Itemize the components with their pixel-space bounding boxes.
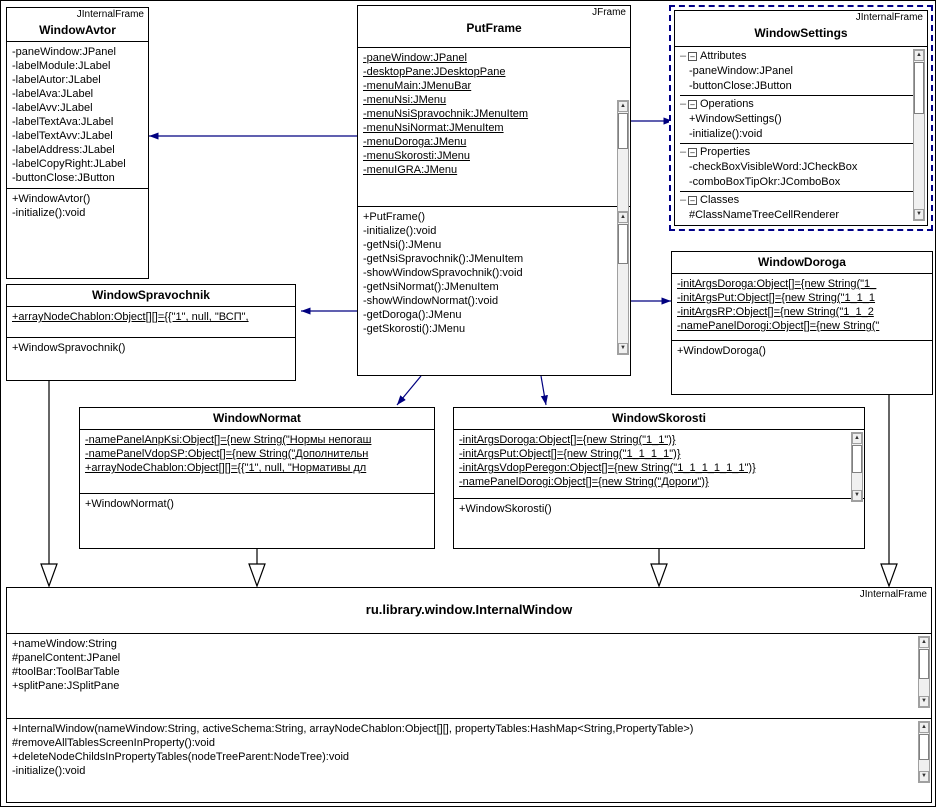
operation: +WindowAvtor() bbox=[12, 193, 91, 205]
tree-item[interactable] bbox=[680, 208, 923, 223]
attributes-compartment bbox=[672, 274, 932, 336]
tree-item[interactable] bbox=[680, 79, 923, 94]
operation: +WindowDoroga() bbox=[677, 345, 766, 357]
tree-item-label: Operations bbox=[700, 98, 754, 110]
class-title: WindowSettings bbox=[754, 26, 848, 40]
operations-compartment bbox=[80, 494, 434, 514]
attribute: -labelAddress:JLabel bbox=[12, 144, 115, 156]
attribute: -labelTextAva:JLabel bbox=[12, 116, 114, 128]
class-internal-window[interactable] bbox=[6, 587, 932, 803]
expander-icon[interactable]: – bbox=[688, 148, 697, 157]
attribute: -menuSkorosti:JMenu bbox=[363, 150, 470, 162]
attribute: -labelAutor:JLabel bbox=[12, 74, 101, 86]
operation: -getNsiSpravochnik():JMenuItem bbox=[363, 253, 524, 265]
attributes-compartment bbox=[7, 42, 148, 188]
scrollbar-thumb[interactable] bbox=[852, 445, 862, 473]
tree-item-label: Classes bbox=[700, 194, 740, 206]
attributes-compartment bbox=[7, 307, 295, 327]
tree-item[interactable] bbox=[680, 160, 923, 175]
operation: -getNsi():JMenu bbox=[363, 239, 442, 251]
class-put-frame[interactable] bbox=[357, 5, 631, 376]
tree-item[interactable] bbox=[680, 97, 923, 112]
attribute: +arrayNodeChablon:Object[][]={{"1", null, "ВСП", bbox=[12, 311, 249, 323]
operations-compartment bbox=[672, 341, 932, 361]
expander-icon[interactable]: – bbox=[688, 52, 697, 61]
operation: -getNsiNormat():JMenuItem bbox=[363, 281, 499, 293]
scroll-down-icon[interactable]: ▼ bbox=[914, 209, 924, 220]
operations-compartment bbox=[454, 499, 864, 519]
class-window-settings[interactable] bbox=[669, 5, 933, 231]
attributes-compartment bbox=[454, 430, 864, 498]
class-window-doroga[interactable] bbox=[671, 251, 933, 395]
scroll-down-icon[interactable]: ▼ bbox=[618, 343, 628, 354]
attribute: +nameWindow:String bbox=[12, 638, 117, 650]
operation: -getSkorosti():JMenu bbox=[363, 323, 466, 335]
attributes-compartment bbox=[358, 48, 630, 206]
attribute: -menuNsiSpravochnik:JMenuItem bbox=[363, 108, 529, 120]
tree-item[interactable] bbox=[680, 193, 923, 208]
scroll-down-icon[interactable]: ▼ bbox=[919, 771, 929, 782]
scroll-up-icon[interactable]: ▲ bbox=[852, 433, 862, 444]
stereotype-label: JInternalFrame bbox=[859, 589, 927, 600]
tree-compartment bbox=[675, 47, 927, 226]
operation: +WindowSkorosti() bbox=[459, 503, 552, 515]
operation: -initialize():void bbox=[12, 765, 86, 777]
attribute: -menuNsiNormat:JMenuItem bbox=[363, 122, 504, 134]
attributes-compartment bbox=[7, 634, 931, 718]
attributes-scrollbar[interactable] bbox=[851, 432, 863, 502]
operation: +WindowNormat() bbox=[85, 498, 174, 510]
tree-branch-icon: – bbox=[680, 194, 687, 206]
class-title: WindowDoroga bbox=[758, 255, 846, 269]
tree-item[interactable] bbox=[680, 64, 923, 79]
class-title: WindowNormat bbox=[213, 411, 301, 425]
scrollbar-thumb[interactable] bbox=[618, 224, 628, 264]
attribute: -paneWindow:JPanel bbox=[363, 52, 467, 64]
expander-icon[interactable]: – bbox=[688, 196, 697, 205]
class-window-skorosti[interactable] bbox=[453, 407, 865, 549]
class-window-avtor[interactable] bbox=[6, 7, 149, 279]
scrollbar-thumb[interactable] bbox=[919, 734, 929, 760]
class-title: PutFrame bbox=[466, 21, 522, 35]
attribute: +arrayNodeChablon:Object[][]={{"1", null, "Нормативы дл bbox=[85, 462, 367, 474]
tree-item[interactable] bbox=[680, 145, 923, 160]
attribute: #panelContent:JPanel bbox=[12, 652, 121, 664]
attribute: -paneWindow:JPanel bbox=[12, 46, 116, 58]
operations-compartment bbox=[7, 719, 931, 781]
operation: -getDoroga():JMenu bbox=[363, 309, 462, 321]
scroll-up-icon[interactable]: ▲ bbox=[914, 50, 924, 61]
attribute: -labelAva:JLabel bbox=[12, 88, 94, 100]
scroll-down-icon[interactable]: ▼ bbox=[919, 696, 929, 707]
attribute: #toolBar:ToolBarTable bbox=[12, 666, 120, 678]
operations-compartment bbox=[7, 338, 295, 358]
attribute: -menuNsi:JMenu bbox=[363, 94, 447, 106]
operations-compartment bbox=[7, 189, 148, 223]
operations-compartment bbox=[358, 207, 630, 351]
attribute: -labelTextAvv:JLabel bbox=[12, 130, 113, 142]
tree-item[interactable] bbox=[680, 175, 923, 190]
attribute: -initArgsDoroga:Object[]={new String("1_1")} bbox=[459, 434, 676, 446]
operation: +WindowSpravochnik() bbox=[12, 342, 126, 354]
operations-scrollbar[interactable] bbox=[617, 211, 629, 355]
class-title: WindowSkorosti bbox=[612, 411, 706, 425]
operation: -initialize():void bbox=[363, 225, 437, 237]
attribute: -initArgsDoroga:Object[]={new String("1_ bbox=[677, 278, 877, 290]
class-window-normat[interactable] bbox=[79, 407, 435, 549]
tree-item[interactable] bbox=[680, 112, 923, 127]
operation: -showWindowNormat():void bbox=[363, 295, 499, 307]
attributes-compartment bbox=[80, 430, 434, 478]
attribute: -namePanelVdopSP:Object[]={new String("Дополнительн bbox=[85, 448, 369, 460]
tree-item[interactable] bbox=[680, 49, 923, 64]
attribute: -initArgsPut:Object[]={new String("1_1_1_1")} bbox=[459, 448, 681, 460]
stereotype-label: JFrame bbox=[592, 7, 626, 18]
tree-item-label: -buttonClose:JButton bbox=[689, 80, 792, 92]
attribute: -initArgsRP:Object[]={new String("1_1_2 bbox=[677, 306, 874, 318]
tree-item-label: #ClassNameTreeCellRenderer bbox=[689, 209, 839, 221]
divider bbox=[680, 191, 923, 192]
class-window-spravochnik[interactable] bbox=[6, 284, 296, 381]
class-title: ru.library.window.InternalWindow bbox=[365, 602, 573, 617]
tree-item-label: -comboBoxTipOkr:JComboBox bbox=[689, 176, 841, 188]
attribute: -menuMain:JMenuBar bbox=[363, 80, 472, 92]
scroll-up-icon[interactable]: ▲ bbox=[618, 101, 628, 112]
attributes-scrollbar[interactable] bbox=[918, 636, 930, 708]
operations-scrollbar[interactable] bbox=[918, 721, 930, 783]
tree-item-label: -paneWindow:JPanel bbox=[689, 65, 793, 77]
attribute: -desktopPane:JDesktopPane bbox=[363, 66, 506, 78]
expander-icon[interactable]: – bbox=[688, 100, 697, 109]
attribute: -initArgsVdopPeregon:Object[]={new String("1_1_1_1_1_1")} bbox=[459, 462, 756, 474]
stereotype-label: JInternalFrame bbox=[855, 12, 923, 23]
operation: -initialize():void bbox=[12, 207, 86, 219]
scrollbar-thumb[interactable] bbox=[618, 113, 628, 149]
attribute: -buttonClose:JButton bbox=[12, 172, 115, 184]
operation: -showWindowSpravochnik():void bbox=[363, 267, 523, 279]
attribute: -namePanelDorogi:Object[]={new String(" bbox=[677, 320, 880, 332]
tree-item-label: Properties bbox=[700, 146, 751, 158]
attribute: -menuDoroga:JMenu bbox=[363, 136, 467, 148]
operation: +InternalWindow(nameWindow:String, activeSchema:String, arrayNodeChablon:Object[][], propertyTables:HashMap<String,PropertyTable>) bbox=[12, 723, 694, 735]
operation: +deleteNodeChildsInPropertyTables(nodeTreeParent:NodeTree):void bbox=[12, 751, 350, 763]
tree-item-label: +WindowSettings() bbox=[689, 113, 782, 125]
stereotype-label: JInternalFrame bbox=[76, 9, 144, 20]
operation: #removeAllTablesScreenInProperty():void bbox=[12, 737, 215, 749]
settings-scrollbar[interactable] bbox=[913, 49, 925, 221]
attribute: -initArgsPut:Object[]={new String("1_1_1 bbox=[677, 292, 876, 304]
scroll-up-icon[interactable]: ▲ bbox=[919, 637, 929, 648]
divider bbox=[680, 95, 923, 96]
attribute: -labelCopyRight:JLabel bbox=[12, 158, 126, 170]
class-title: WindowAvtor bbox=[39, 23, 116, 37]
attribute: +splitPane:JSplitPane bbox=[12, 680, 120, 692]
scroll-up-icon[interactable]: ▲ bbox=[618, 212, 628, 223]
tree-item-label: Attributes bbox=[700, 50, 747, 62]
window-settings-inner bbox=[674, 10, 928, 226]
attribute: -namePanelDorogi:Object[]={new String("Дороги")} bbox=[459, 476, 709, 488]
tree-item-label: -checkBoxVisibleWord:JCheckBox bbox=[689, 161, 858, 173]
attribute: -labelAvv:JLabel bbox=[12, 102, 93, 114]
tree-branch-icon: – bbox=[680, 98, 687, 110]
scroll-down-icon[interactable]: ▼ bbox=[852, 490, 862, 501]
scrollbar-thumb[interactable] bbox=[914, 62, 924, 114]
attribute: -namePanelAnpKsi:Object[]={new String("Нормы непогаш bbox=[85, 434, 372, 446]
attribute: -labelModule:JLabel bbox=[12, 60, 111, 72]
scroll-up-icon[interactable]: ▲ bbox=[919, 722, 929, 733]
tree-item[interactable] bbox=[680, 127, 923, 142]
class-title: WindowSpravochnik bbox=[92, 288, 210, 302]
tree-item-label: -initialize():void bbox=[689, 128, 763, 140]
scrollbar-thumb[interactable] bbox=[919, 649, 929, 679]
attribute: -menuIGRA:JMenu bbox=[363, 164, 458, 176]
operation: +PutFrame() bbox=[363, 211, 426, 223]
tree-branch-icon: – bbox=[680, 50, 687, 62]
divider bbox=[680, 143, 923, 144]
tree-branch-icon: – bbox=[680, 146, 687, 158]
